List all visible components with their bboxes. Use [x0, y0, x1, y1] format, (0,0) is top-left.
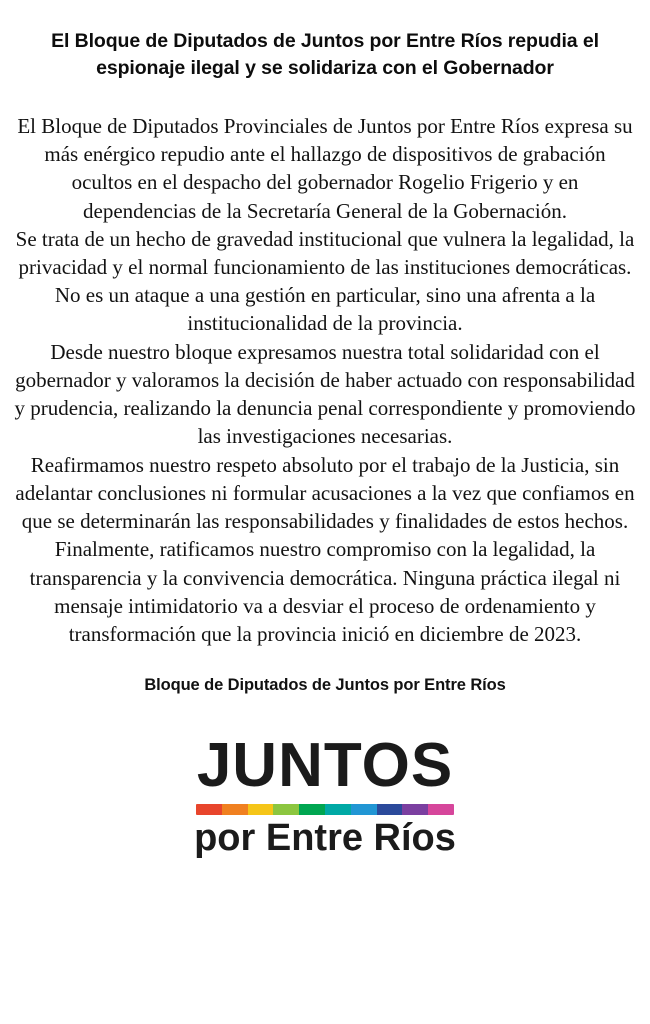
statement-body [13, 112, 637, 648]
logo-subtitle: por Entre Ríos [194, 817, 456, 860]
paragraph: Reafirmamos nuestro respeto absoluto por el trabajo de la Justicia, sin adelantar conclusiones ni formular acusaciones a la vez que confiamos en que se determinarán las responsabilidades y finalidades de estos hechos. [15, 452, 635, 534]
logo [18, 731, 632, 860]
logo-wordmark: JUNTOS [196, 731, 454, 801]
paragraph: Se trata de un hecho de gravedad institucional que vulnera la legalidad, la privacidad y el normal funcionamiento de las instituciones democráticas. No es un ataque a una gestión en particular, sino una afrenta a la institucionalidad de la provincia. [15, 226, 635, 336]
page-title: El Bloque de Diputados de Juntos por Entre Ríos repudia el espionaje ilegal y se solidariza con el Gobernador [51, 30, 599, 79]
paragraph: Finalmente, ratificamos nuestro compromiso con la legalidad, la transparencia y la convivencia democrática. Ninguna práctica ilegal ni mensaje intimidatorio va a desviar el proceso de ordenamiento y transformación que la provincia inició en diciembre de 2023. [29, 537, 621, 647]
paragraph: Desde nuestro bloque expresamos nuestra total solidaridad con el gobernador y valoramos la decisión de haber actuado con responsabilidad y prudencia, realizando la denuncia penal correspondiente y promoviendo las investigaciones necesarias. [14, 339, 636, 449]
logo-color-bar [196, 804, 454, 815]
signature: Bloque de Diputados de Juntos por Entre Ríos [144, 676, 506, 695]
paragraph: El Bloque de Diputados Provinciales de Juntos por Entre Ríos expresa su más enérgico repudio ante el hallazgo de dispositivos de grabación ocultos en el despacho del gobernador Rogelio Frigerio y en dependencias de la Secretaría General de la Gobernación. [17, 113, 633, 223]
